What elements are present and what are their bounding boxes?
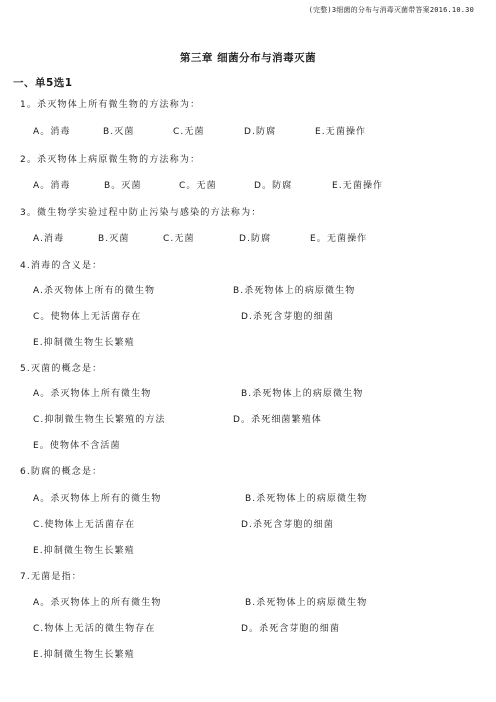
option-b: B.灭菌 bbox=[103, 127, 135, 137]
question-stem: 5.灭菌的概念是： bbox=[20, 364, 103, 374]
question-stem: 1。杀灭物体上所有微生物的方法称为： bbox=[20, 100, 201, 110]
option-e: E.抑制微生物生长繁殖 bbox=[33, 546, 135, 556]
option-b: B.灭菌 bbox=[98, 234, 130, 244]
option-e: E.抑制微生物生长繁殖 bbox=[33, 338, 135, 348]
option-b: B。灭菌 bbox=[104, 181, 142, 191]
option-a: A。消毒 bbox=[33, 127, 71, 137]
option-e: E.无菌操作 bbox=[315, 127, 367, 137]
option-d: D.杀死含芽胞的细菌 bbox=[241, 312, 334, 322]
question-stem: 4.消毒的含义是： bbox=[20, 261, 103, 271]
option-c: C。使物体上无活菌存在 bbox=[33, 312, 142, 322]
option-e: E。使物体不含活菌 bbox=[33, 441, 121, 451]
option-d: D。杀死含芽胞的细菌 bbox=[241, 624, 340, 634]
page-title: 第三章 细菌分布与消毒灭菌 bbox=[179, 52, 317, 64]
option-e: E.无菌操作 bbox=[332, 181, 384, 191]
option-c: C.使物体上无活菌存在 bbox=[33, 520, 136, 530]
option-c: C.物体上无活的微生物存在 bbox=[33, 624, 156, 634]
option-d: D.防腐 bbox=[244, 127, 277, 137]
page-header: (完整)3细菌的分布与消毒灭菌带答案2016.10.30 bbox=[308, 6, 474, 14]
option-e: E.抑制微生物生长繁殖 bbox=[33, 650, 135, 660]
section-heading: 一、单5选1 bbox=[13, 77, 73, 89]
option-b: B.杀死物体上的病原微生物 bbox=[245, 598, 368, 608]
question-stem: 7.无菌是指： bbox=[20, 572, 82, 582]
option-a: A.杀灭物体上所有的微生物 bbox=[33, 286, 156, 296]
option-d: D。杀死细菌繁殖体 bbox=[233, 415, 322, 425]
option-a: A。杀灭物体上的所有微生物 bbox=[33, 598, 162, 608]
option-b: B.杀死物体上的病原微生物 bbox=[241, 389, 364, 399]
option-d: D.防腐 bbox=[239, 234, 272, 244]
option-e: E。无菌操作 bbox=[310, 234, 368, 244]
question-stem: 2。杀灭物体上病原微生物的方法称为： bbox=[20, 155, 201, 165]
option-a: A.消毒 bbox=[33, 234, 65, 244]
question-stem: 3。微生物学实验过程中防止污染与感染的方法称为： bbox=[20, 208, 262, 218]
option-a: A。杀灭物体上所有的微生物 bbox=[33, 494, 162, 504]
option-c: C。无菌 bbox=[179, 181, 217, 191]
option-c: C.无菌 bbox=[173, 127, 205, 137]
option-d: D。防腐 bbox=[254, 181, 293, 191]
option-b: B.杀死物体上的病原微生物 bbox=[245, 494, 368, 504]
option-b: B.杀死物体上的病原微生物 bbox=[233, 286, 356, 296]
option-a: A。消毒 bbox=[33, 181, 71, 191]
option-d: D.杀死含芽胞的细菌 bbox=[241, 520, 334, 530]
question-stem: 6.防腐的概念是： bbox=[20, 467, 103, 477]
option-c: C.无菌 bbox=[163, 234, 195, 244]
option-a: A。杀灭物体上所有微生物 bbox=[33, 389, 152, 399]
option-c: C.抑制微生物生长繁殖的方法 bbox=[33, 415, 166, 425]
